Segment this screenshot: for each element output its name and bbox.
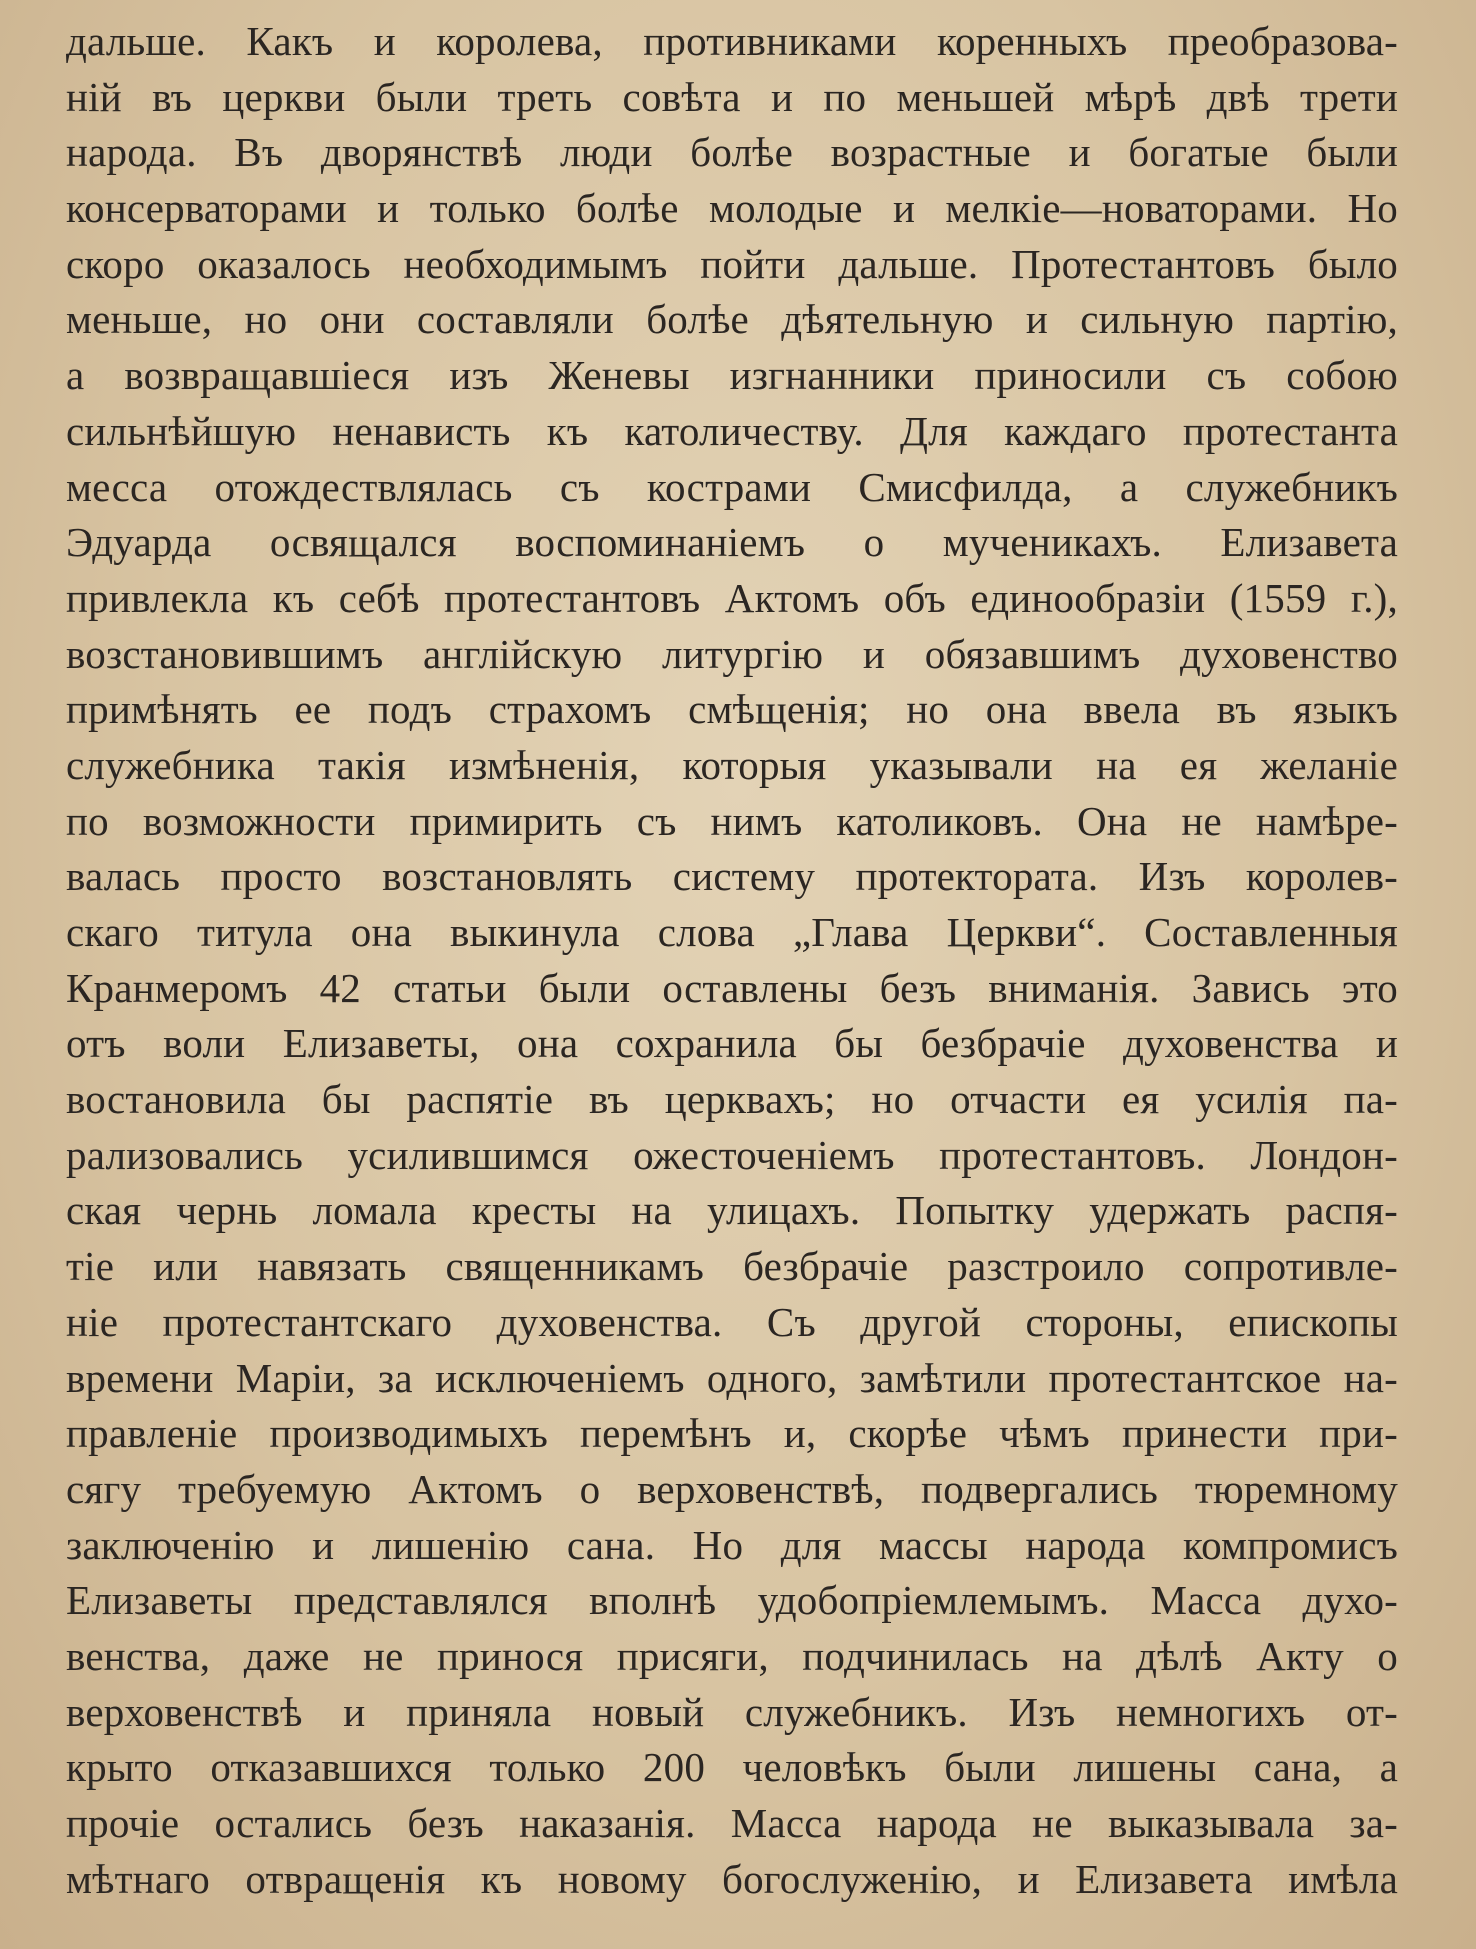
text-line: времени Маріи, за исключеніемъ одного, замѣтили протестантское на- <box>66 1354 1398 1401</box>
text-line: привлекла къ себѣ протестантовъ Актомъ объ единообразіи (1559 г.), <box>66 574 1398 621</box>
text-line: правленіе производимыхъ перемѣнъ и, скорѣе чѣмъ принести при- <box>66 1410 1398 1457</box>
text-line: прочіе остались безъ наказанія. Масса народа не выказывала за- <box>66 1800 1398 1846</box>
text-line: а возвращавшіеся изъ Женевы изгнанники приносили съ собою <box>66 352 1398 399</box>
text-line: отъ воли Елизаветы, она сохранила бы безбрачіе духовенства и <box>66 1020 1398 1067</box>
text-line: тіе или навязать священникамъ безбрачіе разстроило сопротивле- <box>66 1243 1398 1290</box>
text-line: Кранмеромъ 42 статьи были оставлены безъ вниманія. Завись это <box>66 964 1398 1011</box>
text-line: по возможности примирить съ нимъ католиковъ. Она не намѣре- <box>66 797 1398 844</box>
text-line: заключенію и лишенію сана. Но для массы народа компромисъ <box>66 1521 1398 1568</box>
text-line: консерваторами и только болѣе молодые и мелкіе—новаторами. Но <box>66 185 1398 232</box>
text-line: мѣтнаго отвращенія къ новому богослуженію, и Елизавета имѣла <box>66 1855 1398 1902</box>
text-line: Елизаветы представлялся вполнѣ удобопріемлемымъ. Масса духо- <box>66 1577 1398 1624</box>
text-line: рализовались усилившимся ожесточеніемъ протестантовъ. Лондон- <box>66 1131 1398 1178</box>
text-line: крыто отказавшихся только 200 человѣкъ были лишены сана, а <box>66 1744 1398 1791</box>
text-line: служебника такія измѣненія, которыя указывали на ея желаніе <box>66 741 1398 788</box>
text-line: ній въ церкви были треть совѣта и по меньшей мѣрѣ двѣ трети <box>66 73 1398 120</box>
text-line: верховенствѣ и приняла новый служебникъ. Изъ немногихъ от- <box>66 1688 1398 1735</box>
text-line: сягу требуемую Актомъ о верховенствѣ, подвергались тюремному <box>66 1465 1398 1512</box>
text-line: востановила бы распятіе въ церквахъ; но отчасти ея усилія па- <box>66 1076 1398 1123</box>
text-line: ская чернь ломала кресты на улицахъ. Попытку удержать распя- <box>66 1187 1398 1234</box>
text-line: венства, даже не принося присяги, подчинилась на дѣлѣ Акту о <box>66 1632 1398 1679</box>
text-line: валась просто возстановлять систему протектората. Изъ королев- <box>66 853 1398 900</box>
text-line: сильнѣйшую ненависть къ католичеству. Для каждаго протестанта <box>66 407 1398 454</box>
text-line: Эдуарда освящался воспоминаніемъ о мученикахъ. Елизавета <box>66 519 1398 566</box>
text-line: дальше. Какъ и королева, противниками коренныхъ преобразова- <box>66 18 1398 64</box>
text-line: народа. Въ дворянствѣ люди болѣе возрастные и богатые были <box>66 129 1398 176</box>
text-line: скаго титула она выкинула слова „Глава Церкви“. Составленныя <box>66 909 1398 955</box>
text-line: скоро оказалось необходимымъ пойти дальше. Протестантовъ было <box>66 240 1398 287</box>
text-line: примѣнять ее подъ страхомъ смѣщенія; но она ввела въ языкъ <box>66 686 1398 733</box>
text-line: меньше, но они составляли болѣе дѣятельную и сильную партію, <box>66 296 1398 343</box>
text-line: ніе протестантскаго духовенства. Съ другой стороны, епископы <box>66 1298 1398 1345</box>
page-text <box>66 14 1398 1907</box>
text-line: месса отождествлялась съ кострами Смисфилда, а служебникъ <box>66 463 1398 510</box>
text-line: возстановившимъ англійскую литургію и обязавшимъ духовенство <box>66 630 1398 677</box>
